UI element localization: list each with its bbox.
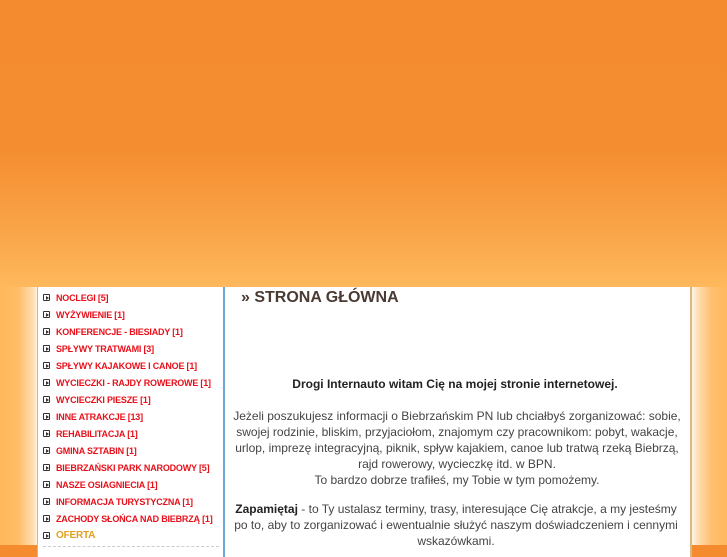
sidebar-item-label: WYŻYWIENIE [1] <box>56 309 125 320</box>
sidebar-item-splywy-tratwami[interactable] <box>43 340 223 357</box>
intro-text: Jeżeli poszukujesz informacji o Biebrzańskim PN lub chciałbyś zorganizować: sobie, swojej rodzinie, bliskim, przyjaciołom, znajomym czy pracownikom: pobyt, wakacje, urlop, imprezę integracyjną, piknik, spływ kajakiem, canoe lub tratwą rzeką Biebrzą, rajd rowerowy, wycieczkę itd. w BPN. <box>233 409 681 471</box>
left-side-shade <box>0 287 37 545</box>
arrow-box-icon <box>43 464 50 471</box>
sidebar-item-rehabilitacja[interactable] <box>43 425 223 442</box>
sidebar-item-informacja[interactable] <box>43 493 223 510</box>
arrow-box-icon <box>43 396 50 403</box>
sidebar-item-label: KONFERENCJE - BIESIADY [1] <box>56 326 183 337</box>
arrow-box-icon <box>43 430 50 437</box>
sidebar-item-splywy-kajakowe[interactable] <box>43 357 223 374</box>
page-title: » STRONA GŁÓWNA <box>241 289 399 306</box>
sidebar-item-label: GMINA SZTABIN [1] <box>56 445 137 456</box>
sidebar-item-oferta[interactable] <box>43 527 223 544</box>
sidebar-item-label: SPŁYWY TRATWAMI [3] <box>56 343 154 354</box>
arrow-box-icon <box>43 328 50 335</box>
sidebar-item-rajdy-rowerowe[interactable] <box>43 374 223 391</box>
sidebar-item-osiagniecia[interactable] <box>43 476 223 493</box>
arrow-box-icon <box>43 362 50 369</box>
sidebar-item-label: INNE ATRAKCJE [13] <box>56 411 143 422</box>
sidebar-item-label: SPŁYWY KAJAKOWE I CANOE [1] <box>56 360 197 371</box>
arrow-box-icon <box>43 294 50 301</box>
sidebar-item-label: BIEBRZAŃSKI PARK NARODOWY [5] <box>56 462 210 473</box>
main-content <box>225 287 690 557</box>
sidebar <box>38 287 223 557</box>
arrow-box-icon <box>43 498 50 505</box>
welcome-heading: Drogi Internauto witam Cię na mojej stronie internetowej. <box>292 377 618 391</box>
sidebar-item-noclegi[interactable] <box>43 289 223 306</box>
arrow-box-icon <box>43 311 50 318</box>
sidebar-item-wycieczki-piesze[interactable] <box>43 391 223 408</box>
sidebar-item-bpn[interactable] <box>43 459 223 476</box>
intro-paragraph <box>233 408 681 488</box>
sidebar-item-label: OFERTA <box>56 530 96 541</box>
right-side-shade <box>691 287 727 545</box>
intro-text-end: To bardzo dobrze trafiłeś, my Tobie w tym pomożemy. <box>314 473 600 487</box>
arrow-box-icon <box>43 413 50 420</box>
sidebar-item-konferencje[interactable] <box>43 323 223 340</box>
arrow-box-icon <box>43 481 50 488</box>
content-box <box>37 287 692 557</box>
sidebar-item-label: WYCIECZKI - RAJDY ROWEROWE [1] <box>56 377 211 388</box>
arrow-box-icon <box>43 447 50 454</box>
sidebar-item-label: ZACHODY SŁOŃCA NAD BIEBRZĄ [1] <box>56 513 213 524</box>
sidebar-item-zachody[interactable] <box>43 510 223 527</box>
sidebar-item-label: REHABILITACJA [1] <box>56 428 138 439</box>
arrow-box-icon <box>43 532 50 539</box>
menu-divider <box>43 546 219 547</box>
sidebar-item-inne-atrakcje[interactable] <box>43 408 223 425</box>
remember-text: - to Ty ustalasz terminy, trasy, interesujące Cię atrakcje, a my jesteśmy po to, aby to zorganizować i ewentualnie służyć naszym doświadczeniem i cennymi wskazówkami. <box>234 502 678 548</box>
sidebar-item-wyzywienie[interactable] <box>43 306 223 323</box>
sidebar-item-label: NOCLEGI [5] <box>56 292 109 303</box>
sidebar-menu <box>38 287 223 544</box>
remember-label: Zapamiętaj <box>235 502 298 516</box>
arrow-box-icon <box>43 379 50 386</box>
arrow-box-icon <box>43 345 50 352</box>
sidebar-item-label: INFORMACJA TURYSTYCZNA [1] <box>56 496 193 507</box>
sidebar-item-gmina-sztabin[interactable] <box>43 442 223 459</box>
sidebar-item-label: WYCIECZKI PIESZE [1] <box>56 394 151 405</box>
sidebar-item-label: NASZE OSIAGNIECIA [1] <box>56 479 158 490</box>
remember-paragraph <box>230 501 682 549</box>
arrow-box-icon <box>43 515 50 522</box>
